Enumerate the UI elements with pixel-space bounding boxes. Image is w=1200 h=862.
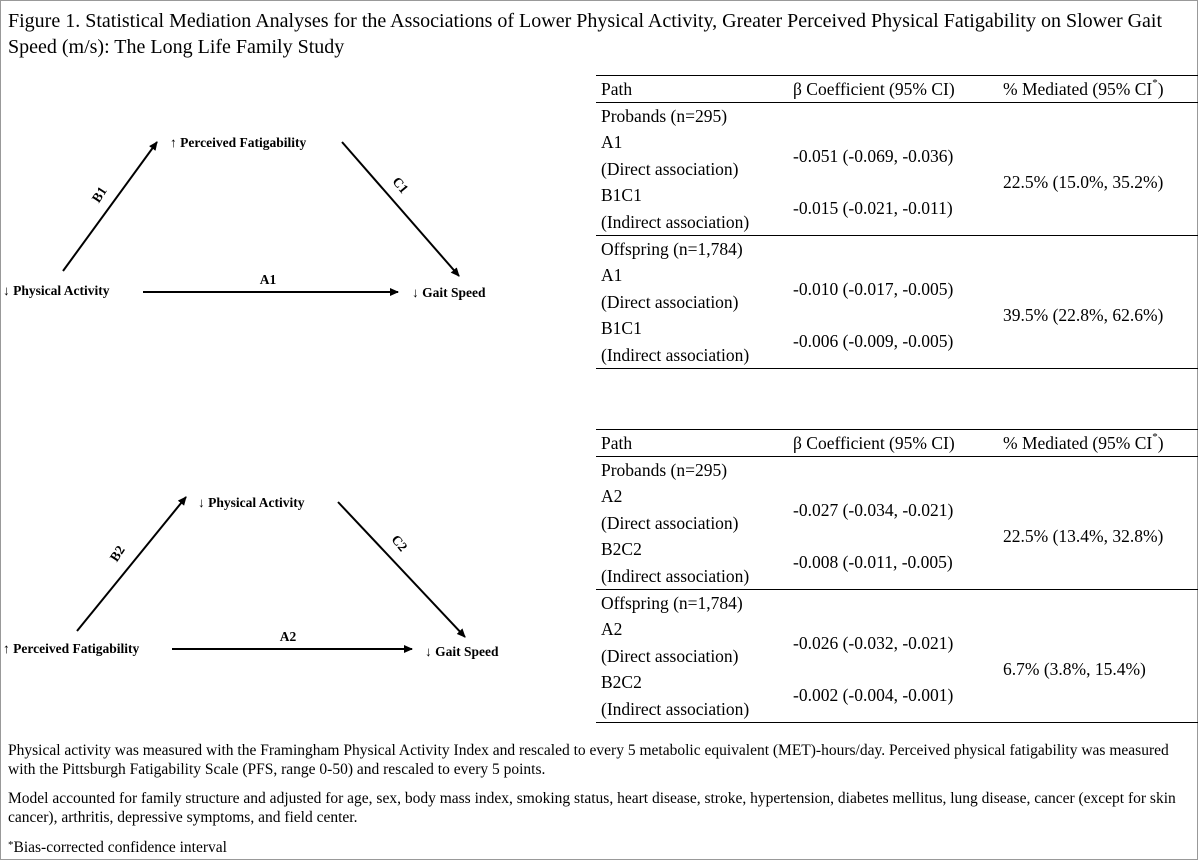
direct-coef: -0.051 (-0.069, -0.036) [793,146,954,166]
table-row [596,129,1198,236]
path-cell [596,129,788,236]
edge-label-b2: B2 [106,542,128,565]
header-mediated-sup: * [1152,430,1158,443]
arrow-c2 [338,502,465,637]
indirect-path: B1C1 [601,318,642,338]
edge-label-a1: A1 [259,272,277,287]
table-header-row [596,430,1198,457]
indirect-desc: (Indirect association) [601,698,750,719]
mediated-cell: 6.7% (3.8%, 15.4%) [998,616,1198,723]
mediation-diagram-1 [0,120,560,320]
mediated-cell: 39.5% (22.8%, 62.6%) [998,262,1198,369]
mediated-cell: 22.5% (15.0%, 35.2%) [1003,171,1164,192]
table-row [596,262,1198,369]
node-left: ↑ Perceived Fatigability [3,641,140,656]
node-left: ↓ Physical Activity [3,283,110,298]
direct-coef: -0.026 (-0.032, -0.021) [793,633,954,653]
direct-desc: (Direct association) [601,512,739,533]
coef-cell [788,129,998,236]
indirect-desc: (Indirect association) [601,344,750,365]
coef-cell [788,616,998,723]
note-model-adjustment: Model accounted for family structure and adjusted for age, sex, body mass index, smoking status, heart disease, stroke, hypertension, diabetes mellitus, lung disease, cancer (except for skin cancer), arthritis, depressive symptoms, and field center. [8,790,1176,826]
node-right: ↓ Gait Speed [425,644,499,659]
header-coefficient: β Coefficient (95% CI) [788,76,998,103]
results-table-1 [596,75,1198,369]
edge-label-c2: C2 [388,531,411,555]
group-label: Probands (n=295) [601,105,728,126]
header-mediated [998,430,1198,457]
mediated-cell: 22.5% (13.4%, 32.8%) [1003,525,1164,546]
mediation-diagram-1-svg [0,120,560,320]
edge-label-a2: A2 [279,629,297,644]
direct-coef: -0.010 (-0.017, -0.005) [793,279,954,299]
header-path: Path [596,430,788,457]
direct-path: A2 [601,486,623,506]
indirect-desc: (Indirect association) [601,565,750,586]
path-cell [596,262,788,369]
results-table-2 [596,429,1198,723]
footnote [8,838,1196,857]
indirect-coef: -0.002 (-0.004, -0.001) [793,685,954,705]
node-top: ↓ Physical Activity [198,495,305,510]
coef-cell [788,262,998,369]
header-mediated-text: % Mediated (95% CI [1003,78,1153,99]
arrow-b2 [77,497,186,631]
group-row [596,236,1198,263]
direct-path: A1 [601,265,623,285]
indirect-path: B2C2 [601,539,642,559]
header-path: Path [596,76,788,103]
path-cell [596,616,788,723]
header-mediated-sup: * [1152,76,1158,89]
node-right: ↓ Gait Speed [412,285,486,300]
group-label: Probands (n=295) [601,459,728,480]
direct-desc: (Direct association) [601,158,739,179]
group-row [596,103,1198,130]
header-mediated [998,76,1198,103]
header-mediated-close: ) [1157,78,1164,99]
note-measurement: Physical activity was measured with the Framingham Physical Activity Index and rescaled to every 5 metabolic equivalent (MET)-hours/day. Perceived physical fatigability was measured with the Pittsburgh Fatigability Scale (PFS, range 0-50) and rescaled to every 5 points. [8,742,1169,778]
header-mediated-close: ) [1157,432,1164,453]
mediation-diagram-2-svg [0,480,560,680]
indirect-desc: (Indirect association) [601,211,750,232]
direct-desc: (Direct association) [601,645,739,666]
mediation-diagram-2 [0,480,560,680]
group-row [596,457,1198,484]
indirect-coef: -0.015 (-0.021, -0.011) [793,198,953,218]
table-row [596,616,1198,723]
figure-title: Figure 1. Statistical Mediation Analyses for the Associations of Lower Physical Activity, Greater Perceived Physical Fatigability on Slower Gait Speed (m/s): The Long Life Family Study [8,10,1163,58]
group-label: Offspring (n=1,784) [596,590,1198,617]
node-top: ↑ Perceived Fatigability [170,135,307,150]
footnote-mark: * [8,839,14,851]
arrow-c1 [342,142,459,276]
direct-coef: -0.027 (-0.034, -0.021) [793,500,954,520]
indirect-path: B2C2 [601,672,642,692]
header-coefficient: β Coefficient (95% CI) [788,430,998,457]
direct-path: A2 [601,619,623,639]
group-label: Offspring (n=1,784) [596,236,1198,263]
arrow-b1 [63,142,157,271]
path-cell [596,483,788,590]
footnote-text: Bias-corrected confidence interval [13,839,227,856]
edge-label-b1: B1 [88,183,110,206]
direct-path: A1 [601,132,623,152]
edge-label-c1: C1 [389,173,412,197]
indirect-coef: -0.008 (-0.011, -0.005) [793,552,953,572]
table-header-row [596,76,1198,103]
table-row [596,483,1198,590]
coef-cell [788,483,998,590]
indirect-coef: -0.006 (-0.009, -0.005) [793,331,954,351]
indirect-path: B1C1 [601,185,642,205]
group-row [596,590,1198,617]
direct-desc: (Direct association) [601,291,739,312]
header-mediated-text: % Mediated (95% CI [1003,432,1153,453]
